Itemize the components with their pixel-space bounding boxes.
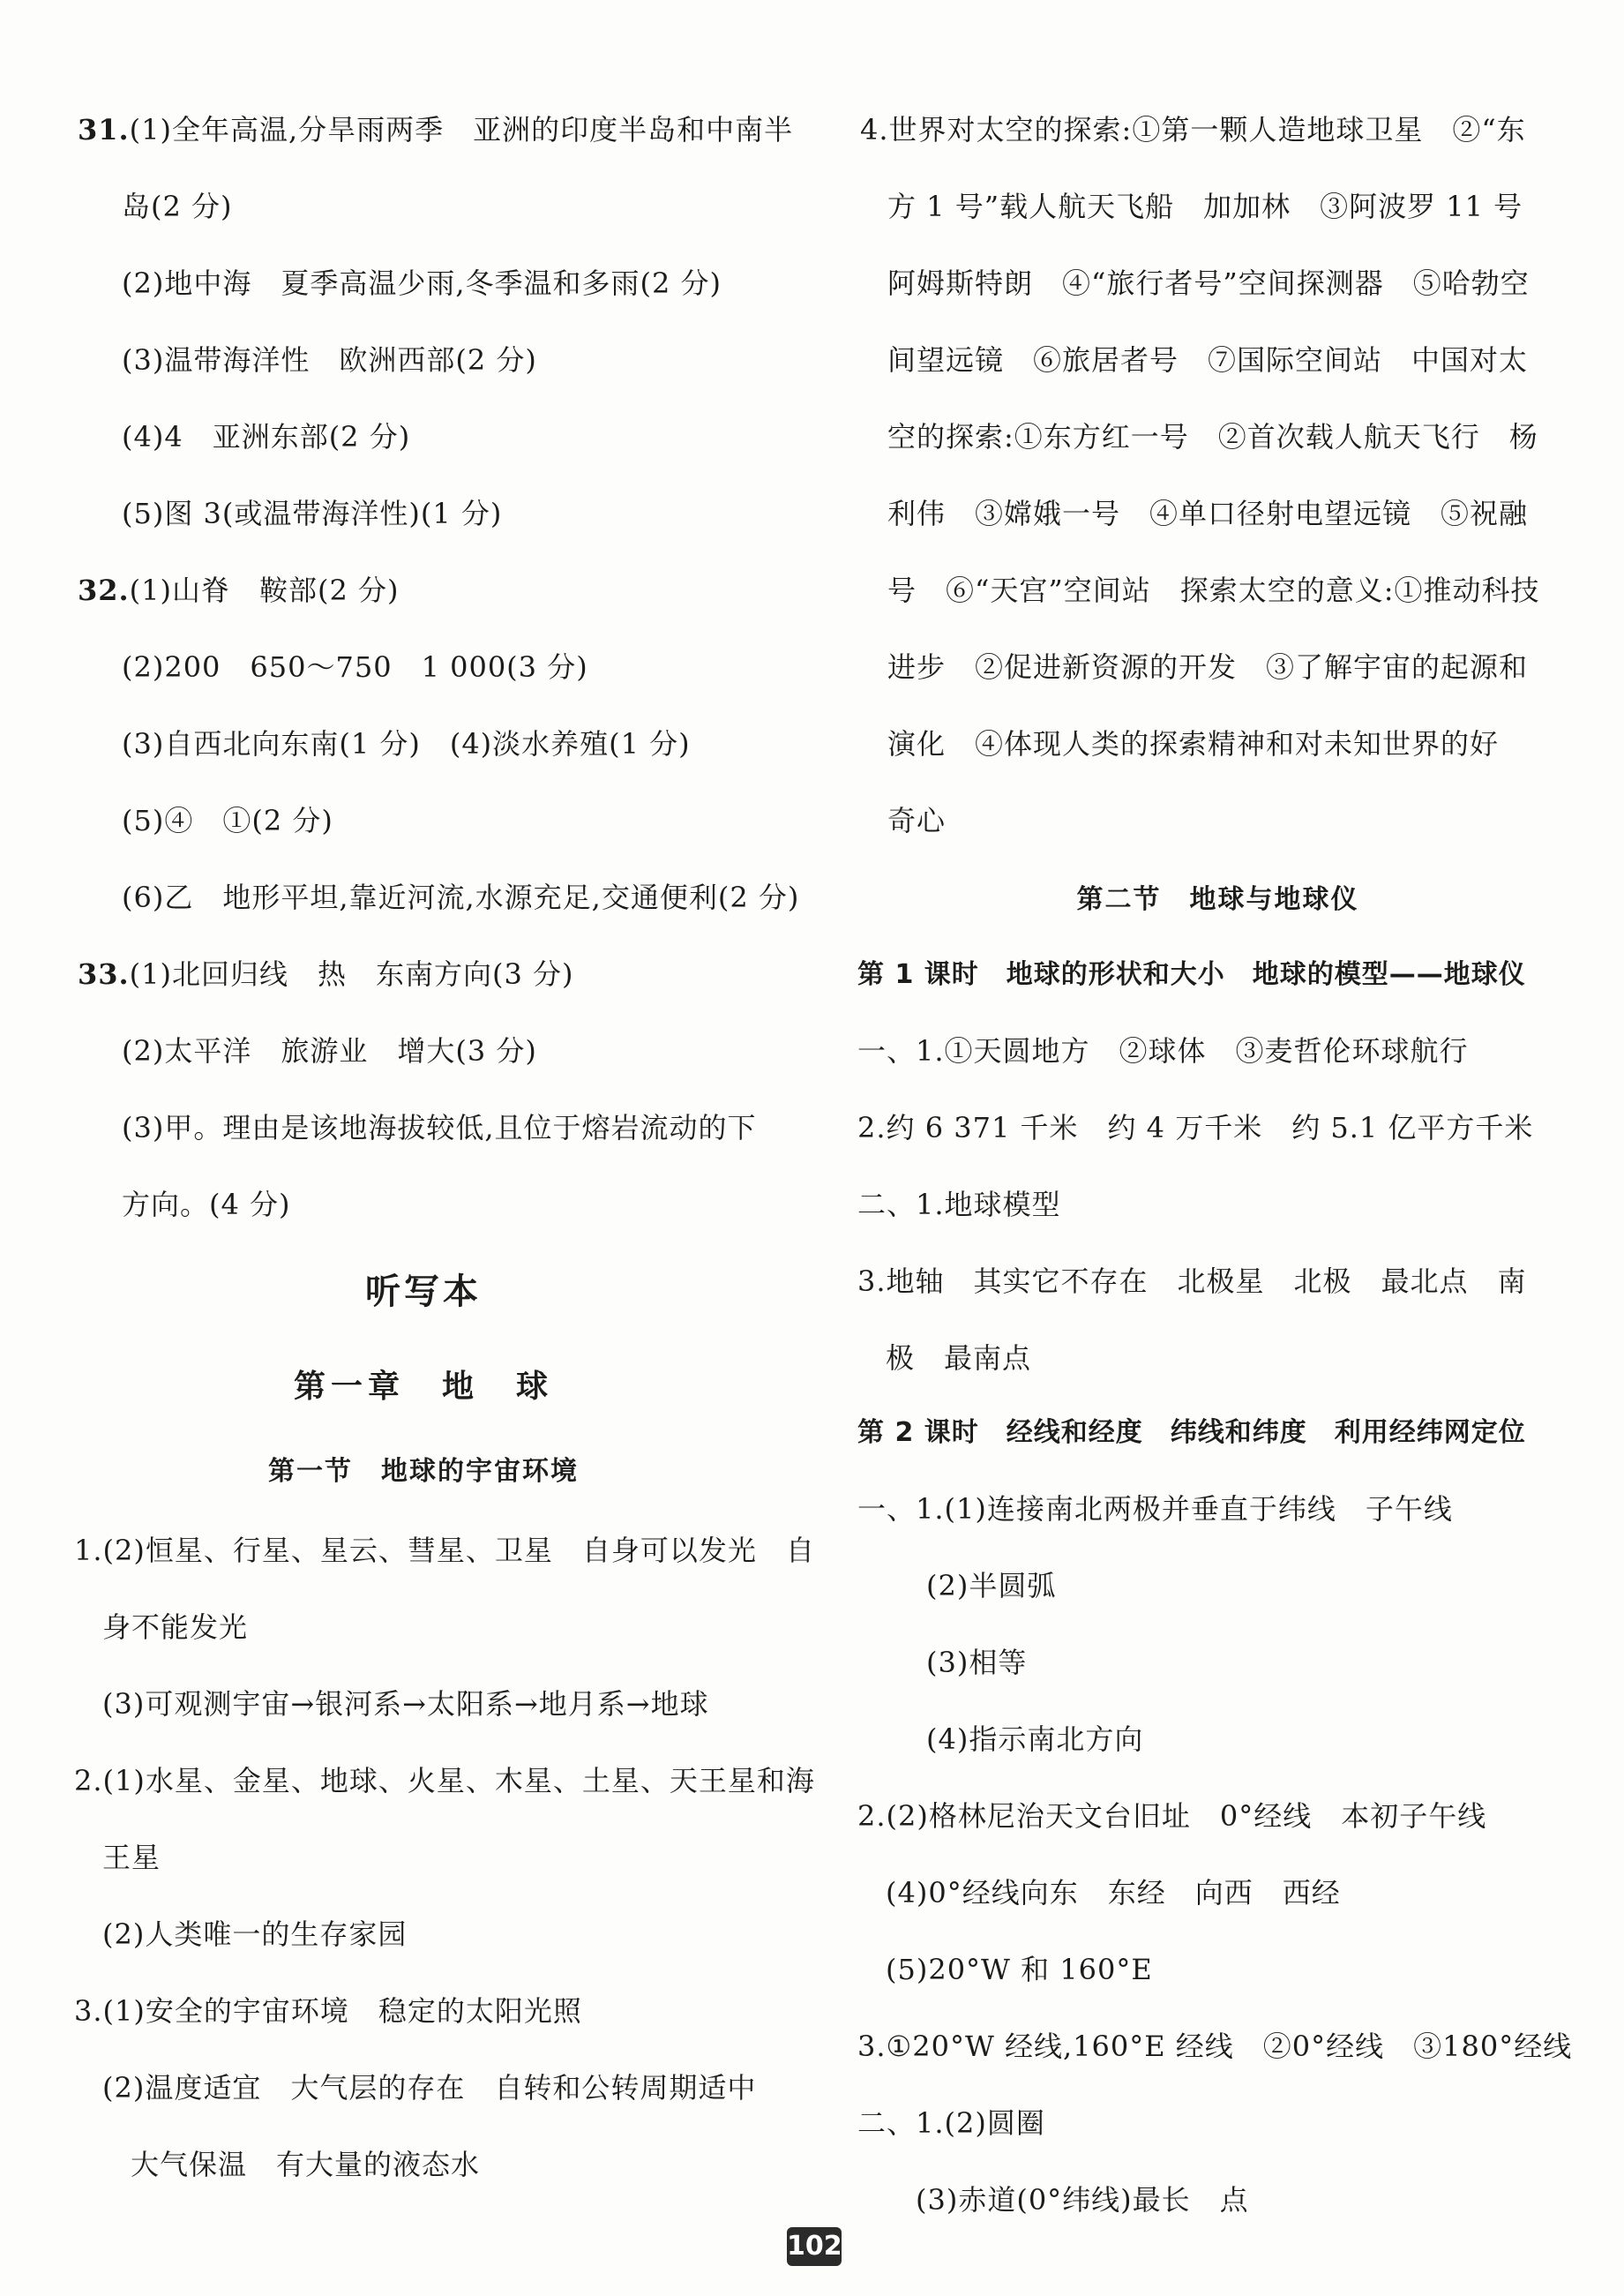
lesson2-line-a: 一、1.(1)连接南北两极并垂直于纬线 子午线 [857, 1492, 1453, 1526]
q32-line-5: (6)乙 地形平坦,靠近河流,水源充足,交通便利(2 分) [122, 881, 800, 914]
q33-line-4: 方向。(4 分) [122, 1188, 291, 1221]
d2-line-1: 2.(1)水星、金星、地球、火星、木星、土星、天王星和海 [74, 1764, 815, 1797]
q31-line-2: 岛(2 分) [122, 190, 233, 223]
lesson2-line-c: (3)相等 [926, 1646, 1028, 1679]
lesson2-line-j: (3)赤道(0°纬线)最长 点 [916, 2183, 1249, 2217]
q33-number: 33. [78, 957, 130, 991]
d4-line-10: 奇心 [887, 804, 947, 837]
lesson2-line-b: (2)半圆弧 [926, 1569, 1057, 1602]
d3-line-1: 3.(1)安全的宇宙环境 稳定的太阳光照 [74, 1994, 582, 2028]
q32-line-1 [78, 573, 400, 608]
lesson2-line-d: (4)指示南北方向 [926, 1722, 1144, 1756]
q33-line-1 [78, 957, 574, 992]
q32-text-1: (1)山脊 鞍部(2 分) [129, 574, 400, 607]
chapter-title: 第一章 地 球 [293, 1369, 553, 1405]
q33-line-2: (2)太平洋 旅游业 增大(3 分) [122, 1034, 537, 1068]
lesson2-line-i: 二、1.(2)圆圈 [857, 2106, 1045, 2140]
lesson-1-title: 第 1 课时 地球的形状和大小 地球的模型——地球仪 [857, 959, 1526, 990]
d3-line-2: (2)温度适宜 大气层的存在 自转和公转周期适中 [102, 2071, 757, 2105]
d4-line-8: 进步 ②促进新资源的开发 ③了解宇宙的起源和 [887, 650, 1529, 684]
d1-line-3: (3)可观测宇宙→银河系→太阳系→地月系→地球 [102, 1687, 709, 1721]
q32-line-4: (5)④ ①(2 分) [122, 804, 333, 837]
q31-line-4: (3)温带海洋性 欧洲西部(2 分) [122, 343, 537, 377]
section-2-title: 第二节 地球与地球仪 [1076, 884, 1359, 915]
d1-line-1: 1.(2)恒星、行星、星云、彗星、卫星 自身可以发光 自 [74, 1534, 815, 1567]
d4-line-2: 方 1 号”载人航天飞船 加加林 ③阿波罗 11 号 [887, 190, 1523, 223]
q31-line-3: (2)地中海 夏季高温少雨,冬季温和多雨(2 分) [122, 266, 722, 300]
lesson1-line-c: 二、1.地球模型 [857, 1188, 1061, 1221]
d4-line-1: 4.世界对太空的探索:①第一颗人造地球卫星 ②“东 [860, 113, 1526, 146]
q33-line-3: (3)甲。理由是该地海拔较低,且位于熔岩流动的下 [122, 1111, 757, 1144]
d2-line-2: 王星 [102, 1841, 161, 1874]
lesson1-line-a: 一、1.①天圆地方 ②球体 ③麦哲伦环球航行 [857, 1034, 1469, 1068]
q31-text-1: (1)全年高温,分旱雨两季 亚洲的印度半岛和中南半 [129, 113, 794, 146]
d2-line-3: (2)人类唯一的生存家园 [102, 1917, 408, 1951]
lesson1-line-e: 极 最南点 [886, 1341, 1032, 1375]
d4-line-5: 空的探索:①东方红一号 ②首次载人航天飞行 杨 [887, 420, 1538, 454]
section-title: 第一节 地球的宇宙环境 [268, 1456, 579, 1487]
d4-line-6: 利伟 ③嫦娥一号 ④单口径射电望远镜 ⑤祝融 [887, 497, 1529, 530]
q32-number: 32. [78, 574, 130, 607]
q31-line-1 [78, 112, 793, 147]
page-number: 102 [787, 2227, 842, 2266]
d4-line-3: 阿姆斯特朗 ④“旅行者号”空间探测器 ⑤哈勃空 [887, 266, 1530, 300]
q32-line-3: (3)自西北向东南(1 分) (4)淡水养殖(1 分) [122, 727, 691, 761]
lesson2-line-h: 3.①20°W 经线,160°E 经线 ②0°经线 ③180°经线 [857, 2030, 1573, 2063]
d1-line-2: 身不能发光 [102, 1610, 249, 1644]
q31-line-5: (4)4 亚洲东部(2 分) [122, 420, 411, 454]
q33-text-1: (1)北回归线 热 东南方向(3 分) [129, 957, 574, 991]
lesson2-line-g: (5)20°W 和 160°E [886, 1953, 1153, 1986]
q32-line-2: (2)200 650～750 1 000(3 分) [122, 650, 588, 684]
lesson2-line-f: (4)0°经线向东 东经 向西 西经 [886, 1876, 1341, 1910]
d4-line-9: 演化 ④体现人类的探索精神和对未知世界的好 [887, 727, 1500, 761]
lesson2-line-e: 2.(2)格林尼治天文台旧址 0°经线 本初子午线 [857, 1799, 1487, 1833]
d3-line-3: 大气保温 有大量的液态水 [131, 2148, 481, 2181]
d4-line-7: 号 ⑥“天宫”空间站 探索太空的意义:①推动科技 [887, 574, 1540, 607]
q31-number: 31. [78, 113, 130, 146]
lesson1-line-b: 2.约 6 371 千米 约 4 万千米 约 5.1 亿平方千米 [857, 1111, 1534, 1144]
q31-line-6: (5)图 3(或温带海洋性)(1 分) [122, 497, 503, 530]
lesson1-line-d: 3.地轴 其实它不存在 北极星 北极 最北点 南 [857, 1264, 1527, 1298]
book-title: 听写本 [365, 1272, 482, 1312]
lesson-2-title: 第 2 课时 经线和经度 纬线和纬度 利用经纬网定位 [857, 1417, 1526, 1448]
d4-line-4: 间望远镜 ⑥旅居者号 ⑦国际空间站 中国对太 [887, 343, 1529, 377]
